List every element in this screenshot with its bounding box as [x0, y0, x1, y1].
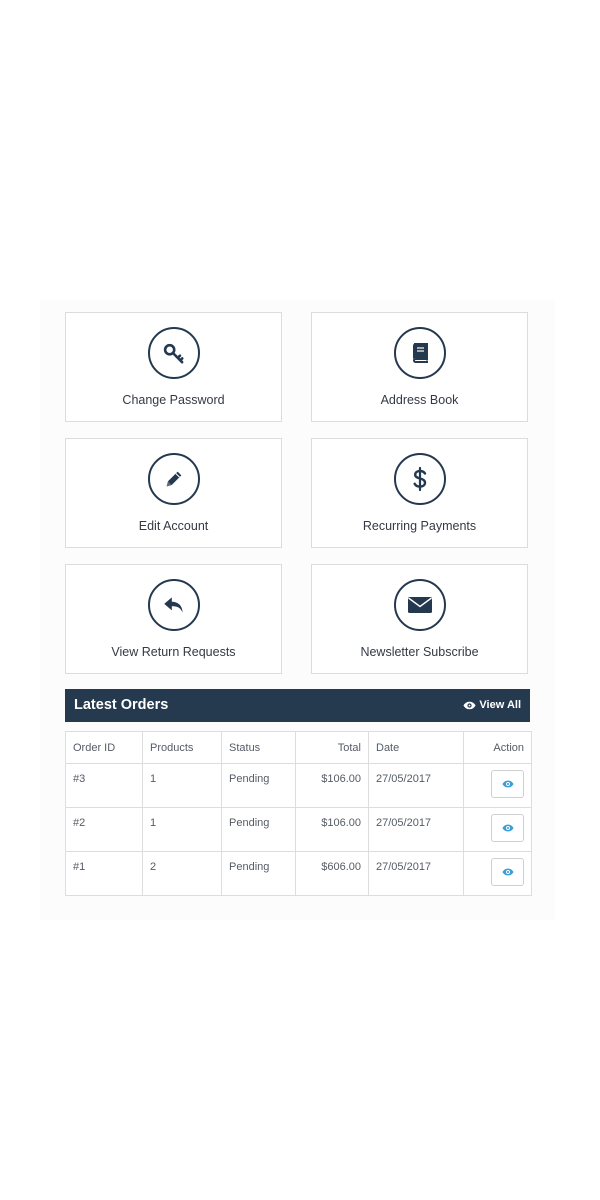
col-products: Products	[143, 732, 222, 764]
order-products: 1	[143, 764, 222, 808]
order-action	[464, 808, 532, 852]
view-order-button[interactable]	[491, 814, 524, 842]
latest-orders-title: Latest Orders	[74, 697, 169, 713]
order-status: Pending	[222, 764, 296, 808]
tile-label: Newsletter Subscribe	[360, 645, 479, 659]
tile-label: Change Password	[122, 393, 225, 407]
book-icon	[394, 327, 446, 379]
address-book-tile[interactable]	[311, 312, 528, 422]
view-return-requests-tile[interactable]	[65, 564, 282, 674]
order-date: 27/05/2017	[369, 852, 464, 896]
newsletter-subscribe-tile[interactable]	[311, 564, 528, 674]
view-order-button[interactable]	[491, 770, 524, 798]
table-row	[66, 808, 532, 852]
view-all-link[interactable]	[463, 699, 521, 711]
eye-icon	[502, 824, 514, 832]
tile-label: Recurring Payments	[362, 519, 477, 533]
order-status: Pending	[222, 852, 296, 896]
tile-label: View Return Requests	[111, 645, 236, 659]
order-id: #2	[66, 808, 143, 852]
eye-icon	[502, 780, 514, 788]
table-header-row	[66, 732, 532, 764]
change-password-tile[interactable]	[65, 312, 282, 422]
order-date: 27/05/2017	[369, 808, 464, 852]
table-row	[66, 764, 532, 808]
key-icon	[148, 327, 200, 379]
order-action	[464, 764, 532, 808]
view-all-label: View All	[479, 699, 521, 711]
latest-orders-header	[65, 689, 530, 722]
table-row	[66, 852, 532, 896]
reply-icon	[148, 579, 200, 631]
order-id: #1	[66, 852, 143, 896]
edit-account-tile[interactable]	[65, 438, 282, 548]
order-status: Pending	[222, 808, 296, 852]
col-order-id: Order ID	[66, 732, 143, 764]
order-products: 2	[143, 852, 222, 896]
recurring-payments-tile[interactable]	[311, 438, 528, 548]
order-total: $106.00	[296, 808, 369, 852]
order-action	[464, 852, 532, 896]
order-total: $606.00	[296, 852, 369, 896]
orders-table	[65, 731, 532, 896]
eye-icon	[502, 868, 514, 876]
col-status: Status	[222, 732, 296, 764]
tile-label: Edit Account	[138, 519, 209, 533]
dollar-icon	[394, 453, 446, 505]
tile-label: Address Book	[380, 393, 459, 407]
order-id: #3	[66, 764, 143, 808]
envelope-icon	[394, 579, 446, 631]
order-total: $106.00	[296, 764, 369, 808]
eye-icon	[463, 701, 476, 710]
col-date: Date	[369, 732, 464, 764]
col-action: Action	[464, 732, 532, 764]
col-total: Total	[296, 732, 369, 764]
order-date: 27/05/2017	[369, 764, 464, 808]
pencil-icon	[148, 453, 200, 505]
order-products: 1	[143, 808, 222, 852]
view-order-button[interactable]	[491, 858, 524, 886]
